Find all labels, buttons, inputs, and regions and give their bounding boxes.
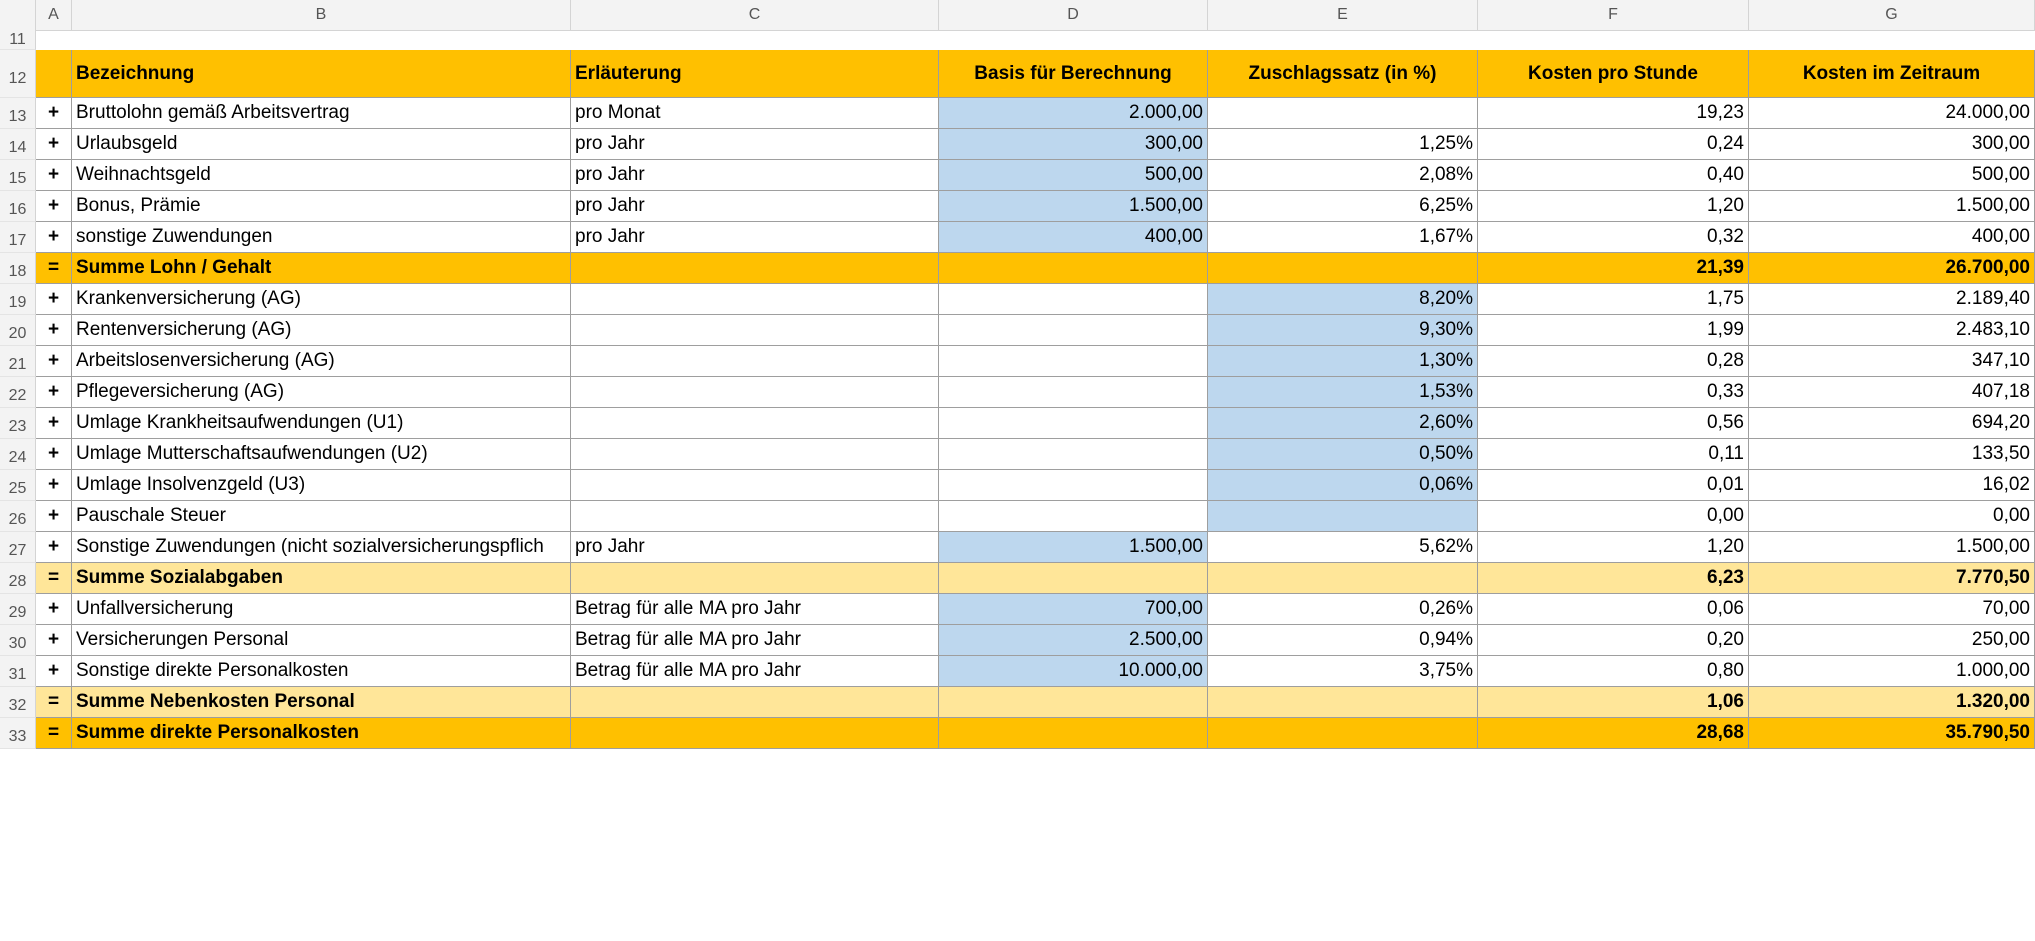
cell-f[interactable]: 0,01 bbox=[1478, 470, 1749, 501]
table-row bbox=[36, 625, 2035, 656]
cell-g[interactable]: 26.700,00 bbox=[1749, 253, 2035, 284]
cell-d[interactable] bbox=[939, 377, 1208, 408]
cell-a[interactable]: + bbox=[36, 129, 72, 160]
header-zuschlagssatz[interactable]: Zuschlagssatz (in %) bbox=[1208, 50, 1478, 98]
table-row bbox=[36, 501, 2035, 532]
cell-a[interactable]: + bbox=[36, 191, 72, 222]
cell-a[interactable]: + bbox=[36, 160, 72, 191]
cell-d[interactable] bbox=[939, 315, 1208, 346]
table-row bbox=[36, 98, 2035, 129]
cell-f[interactable]: 6,23 bbox=[1478, 563, 1749, 594]
column-header-b[interactable]: B bbox=[72, 0, 571, 30]
cell-f[interactable]: 1,06 bbox=[1478, 687, 1749, 718]
cell-d[interactable] bbox=[939, 563, 1208, 594]
cell-f[interactable]: 0,33 bbox=[1478, 377, 1749, 408]
cell-a[interactable]: + bbox=[36, 315, 72, 346]
row-number-27[interactable]: 27 bbox=[0, 532, 36, 563]
table-row bbox=[36, 222, 2035, 253]
cell-c[interactable]: pro Monat bbox=[571, 98, 939, 129]
cell-f[interactable]: 0,80 bbox=[1478, 656, 1749, 687]
cell-b[interactable]: Umlage Insolvenzgeld (U3) bbox=[72, 470, 571, 501]
cell-a[interactable]: = bbox=[36, 253, 72, 284]
cell-a[interactable]: + bbox=[36, 625, 72, 656]
cell-c[interactable] bbox=[571, 563, 939, 594]
table-row bbox=[36, 470, 2035, 501]
cell-e[interactable] bbox=[1208, 253, 1478, 284]
cell-b[interactable]: Rentenversicherung (AG) bbox=[72, 315, 571, 346]
cell-c[interactable] bbox=[571, 687, 939, 718]
cell-d[interactable] bbox=[939, 408, 1208, 439]
cell-b[interactable]: Sonstige Zuwendungen (nicht sozialversicherungspflich bbox=[72, 532, 571, 563]
row-number-15[interactable]: 15 bbox=[0, 160, 36, 191]
row-number-13[interactable]: 13 bbox=[0, 98, 36, 129]
cell-a[interactable]: = bbox=[36, 718, 72, 749]
cell-c[interactable] bbox=[571, 408, 939, 439]
cell-c[interactable] bbox=[571, 718, 939, 749]
cell-g[interactable]: 694,20 bbox=[1749, 408, 2035, 439]
select-all-corner[interactable] bbox=[0, 0, 36, 30]
cell-g[interactable]: 2.483,10 bbox=[1749, 315, 2035, 346]
cell-e[interactable]: 0,26% bbox=[1208, 594, 1478, 625]
table-row bbox=[36, 656, 2035, 687]
table-row bbox=[36, 346, 2035, 377]
header-bezeichnung[interactable]: Bezeichnung bbox=[72, 50, 571, 98]
cell-c[interactable] bbox=[571, 377, 939, 408]
row-number-14[interactable]: 14 bbox=[0, 129, 36, 160]
cell-b[interactable]: Bruttolohn gemäß Arbeitsvertrag bbox=[72, 98, 571, 129]
cell-g[interactable]: 133,50 bbox=[1749, 439, 2035, 470]
cell-g[interactable]: 1.000,00 bbox=[1749, 656, 2035, 687]
cell-d[interactable]: 10.000,00 bbox=[939, 656, 1208, 687]
cell-e[interactable]: 5,62% bbox=[1208, 532, 1478, 563]
row-number-32[interactable]: 32 bbox=[0, 687, 36, 718]
cell-f[interactable]: 0,00 bbox=[1478, 501, 1749, 532]
cell-f[interactable]: 0,32 bbox=[1478, 222, 1749, 253]
cell-c[interactable] bbox=[571, 284, 939, 315]
cell-b[interactable]: Unfallversicherung bbox=[72, 594, 571, 625]
row-number-22[interactable]: 22 bbox=[0, 377, 36, 408]
cell-d[interactable] bbox=[939, 501, 1208, 532]
cell-g[interactable]: 300,00 bbox=[1749, 129, 2035, 160]
column-header-g[interactable]: G bbox=[1749, 0, 2035, 30]
cell-g[interactable]: 35.790,50 bbox=[1749, 718, 2035, 749]
column-header-a[interactable]: A bbox=[36, 0, 72, 30]
cell-d[interactable] bbox=[939, 718, 1208, 749]
cell-e[interactable]: 1,25% bbox=[1208, 129, 1478, 160]
cell-f[interactable]: 0,11 bbox=[1478, 439, 1749, 470]
cell-c[interactable]: Betrag für alle MA pro Jahr bbox=[571, 594, 939, 625]
row-number-26[interactable]: 26 bbox=[0, 501, 36, 532]
cell-f[interactable]: 0,28 bbox=[1478, 346, 1749, 377]
header-cell-a[interactable] bbox=[36, 50, 72, 98]
column-header-f[interactable]: F bbox=[1478, 0, 1749, 30]
header-kosten-pro-stunde[interactable]: Kosten pro Stunde bbox=[1478, 50, 1749, 98]
cell-b[interactable]: Arbeitslosenversicherung (AG) bbox=[72, 346, 571, 377]
column-header-bar bbox=[0, 0, 2035, 31]
header-kosten-im-zeitraum[interactable]: Kosten im Zeitraum bbox=[1749, 50, 2035, 98]
cell-b[interactable]: Bonus, Prämie bbox=[72, 191, 571, 222]
cell-f[interactable]: 0,20 bbox=[1478, 625, 1749, 656]
cell-e[interactable]: 2,08% bbox=[1208, 160, 1478, 191]
cell-g[interactable]: 407,18 bbox=[1749, 377, 2035, 408]
cell-a[interactable]: + bbox=[36, 284, 72, 315]
cell-e[interactable] bbox=[1208, 563, 1478, 594]
row-number-12[interactable]: 12 bbox=[0, 50, 36, 98]
column-header-e[interactable]: E bbox=[1208, 0, 1478, 30]
cell-c[interactable]: pro Jahr bbox=[571, 222, 939, 253]
cell-g[interactable]: 1.500,00 bbox=[1749, 191, 2035, 222]
cell-a[interactable]: = bbox=[36, 687, 72, 718]
cell-f[interactable]: 0,06 bbox=[1478, 594, 1749, 625]
cell-e[interactable]: 8,20% bbox=[1208, 284, 1478, 315]
cell-g[interactable]: 500,00 bbox=[1749, 160, 2035, 191]
cell-g[interactable]: 16,02 bbox=[1749, 470, 2035, 501]
row-number-17[interactable]: 17 bbox=[0, 222, 36, 253]
cell-g[interactable]: 0,00 bbox=[1749, 501, 2035, 532]
cell-f[interactable]: 19,23 bbox=[1478, 98, 1749, 129]
cell-a[interactable]: + bbox=[36, 532, 72, 563]
cell-g[interactable]: 400,00 bbox=[1749, 222, 2035, 253]
row-number-31[interactable]: 31 bbox=[0, 656, 36, 687]
column-header-d[interactable]: D bbox=[939, 0, 1208, 30]
cell-a[interactable]: + bbox=[36, 594, 72, 625]
cell-a[interactable]: + bbox=[36, 656, 72, 687]
cell-a[interactable]: = bbox=[36, 563, 72, 594]
cell-b[interactable]: Versicherungen Personal bbox=[72, 625, 571, 656]
table-row bbox=[36, 408, 2035, 439]
cell-e[interactable]: 1,53% bbox=[1208, 377, 1478, 408]
table-row bbox=[36, 160, 2035, 191]
cell-f[interactable]: 0,40 bbox=[1478, 160, 1749, 191]
row-number-11[interactable]: 11 bbox=[0, 30, 36, 50]
cell-c[interactable]: pro Jahr bbox=[571, 191, 939, 222]
cell-b[interactable]: Sonstige direkte Personalkosten bbox=[72, 656, 571, 687]
row-number-29[interactable]: 29 bbox=[0, 594, 36, 625]
cell-c[interactable]: Betrag für alle MA pro Jahr bbox=[571, 625, 939, 656]
cell-f[interactable]: 0,24 bbox=[1478, 129, 1749, 160]
header-erlaeuterung[interactable]: Erläuterung bbox=[571, 50, 939, 98]
cell-f[interactable]: 28,68 bbox=[1478, 718, 1749, 749]
cell-d[interactable] bbox=[939, 687, 1208, 718]
subtotal-row bbox=[36, 718, 2035, 749]
cell-b[interactable]: Urlaubsgeld bbox=[72, 129, 571, 160]
cell-c[interactable]: pro Jahr bbox=[571, 129, 939, 160]
cell-a[interactable]: + bbox=[36, 439, 72, 470]
cell-g[interactable]: 1.320,00 bbox=[1749, 687, 2035, 718]
table-row bbox=[36, 594, 2035, 625]
cell-g[interactable]: 24.000,00 bbox=[1749, 98, 2035, 129]
cell-a[interactable]: + bbox=[36, 470, 72, 501]
subtotal-row bbox=[36, 687, 2035, 718]
cell-a[interactable]: + bbox=[36, 377, 72, 408]
cell-b[interactable]: Pflegeversicherung (AG) bbox=[72, 377, 571, 408]
cell-a[interactable]: + bbox=[36, 501, 72, 532]
cell-f[interactable]: 21,39 bbox=[1478, 253, 1749, 284]
cell-b[interactable]: Pauschale Steuer bbox=[72, 501, 571, 532]
cell-g[interactable]: 70,00 bbox=[1749, 594, 2035, 625]
table-row bbox=[36, 191, 2035, 222]
cell-a[interactable]: + bbox=[36, 222, 72, 253]
cell-g[interactable]: 7.770,50 bbox=[1749, 563, 2035, 594]
row-number-30[interactable]: 30 bbox=[0, 625, 36, 656]
cell-c[interactable]: pro Jahr bbox=[571, 532, 939, 563]
cell-c[interactable] bbox=[571, 470, 939, 501]
table-row bbox=[36, 284, 2035, 315]
cell-e[interactable] bbox=[1208, 98, 1478, 129]
cell-b[interactable]: Weihnachtsgeld bbox=[72, 160, 571, 191]
cell-d[interactable]: 1.500,00 bbox=[939, 191, 1208, 222]
row-number-20[interactable]: 20 bbox=[0, 315, 36, 346]
cell-e[interactable]: 0,06% bbox=[1208, 470, 1478, 501]
cell-g[interactable]: 2.189,40 bbox=[1749, 284, 2035, 315]
cell-c[interactable]: pro Jahr bbox=[571, 160, 939, 191]
cell-d[interactable]: 2.500,00 bbox=[939, 625, 1208, 656]
table-row bbox=[36, 532, 2035, 563]
cell-b[interactable]: Summe direkte Personalkosten bbox=[72, 718, 571, 749]
header-basis[interactable]: Basis für Berechnung bbox=[939, 50, 1208, 98]
cell-d[interactable]: 400,00 bbox=[939, 222, 1208, 253]
cell-f[interactable]: 1,20 bbox=[1478, 191, 1749, 222]
row-number-21[interactable]: 21 bbox=[0, 346, 36, 377]
cell-d[interactable]: 300,00 bbox=[939, 129, 1208, 160]
cell-a[interactable]: + bbox=[36, 408, 72, 439]
cell-e[interactable] bbox=[1208, 501, 1478, 532]
subtotal-row bbox=[36, 253, 2035, 284]
cell-e[interactable] bbox=[1208, 687, 1478, 718]
cell-b[interactable]: Umlage Mutterschaftsaufwendungen (U2) bbox=[72, 439, 571, 470]
row-number-16[interactable]: 16 bbox=[0, 191, 36, 222]
cell-g[interactable]: 1.500,00 bbox=[1749, 532, 2035, 563]
row-number-24[interactable]: 24 bbox=[0, 439, 36, 470]
cell-c[interactable] bbox=[571, 439, 939, 470]
cell-e[interactable]: 1,30% bbox=[1208, 346, 1478, 377]
cell-b[interactable]: Summe Lohn / Gehalt bbox=[72, 253, 571, 284]
cell-d[interactable]: 2.000,00 bbox=[939, 98, 1208, 129]
cell-g[interactable]: 347,10 bbox=[1749, 346, 2035, 377]
cell-d[interactable]: 500,00 bbox=[939, 160, 1208, 191]
cell-d[interactable] bbox=[939, 253, 1208, 284]
cell-f[interactable]: 1,99 bbox=[1478, 315, 1749, 346]
cell-d[interactable]: 1.500,00 bbox=[939, 532, 1208, 563]
table-row bbox=[36, 377, 2035, 408]
cell-b[interactable]: sonstige Zuwendungen bbox=[72, 222, 571, 253]
cell-c[interactable] bbox=[571, 501, 939, 532]
cell-e[interactable]: 3,75% bbox=[1208, 656, 1478, 687]
cell-c[interactable] bbox=[571, 315, 939, 346]
cell-e[interactable]: 0,94% bbox=[1208, 625, 1478, 656]
table-header-row bbox=[36, 50, 2035, 98]
cell-a[interactable]: + bbox=[36, 98, 72, 129]
row-number-23[interactable]: 23 bbox=[0, 408, 36, 439]
cell-b[interactable]: Summe Nebenkosten Personal bbox=[72, 687, 571, 718]
cell-g[interactable]: 250,00 bbox=[1749, 625, 2035, 656]
cell-d[interactable]: 700,00 bbox=[939, 594, 1208, 625]
row-number-33[interactable]: 33 bbox=[0, 718, 36, 749]
table-row bbox=[36, 129, 2035, 160]
cell-d[interactable] bbox=[939, 284, 1208, 315]
cell-e[interactable]: 1,67% bbox=[1208, 222, 1478, 253]
spreadsheet-row-11 bbox=[36, 30, 2035, 50]
cell-e[interactable]: 0,50% bbox=[1208, 439, 1478, 470]
cell-e[interactable]: 6,25% bbox=[1208, 191, 1478, 222]
row-number-18[interactable]: 18 bbox=[0, 253, 36, 284]
row-number-19[interactable]: 19 bbox=[0, 284, 36, 315]
column-header-c[interactable]: C bbox=[571, 0, 939, 30]
cell-e[interactable]: 9,30% bbox=[1208, 315, 1478, 346]
cell-f[interactable]: 1,75 bbox=[1478, 284, 1749, 315]
cell-c[interactable]: Betrag für alle MA pro Jahr bbox=[571, 656, 939, 687]
cell-c[interactable] bbox=[571, 346, 939, 377]
row-number-28[interactable]: 28 bbox=[0, 563, 36, 594]
cell-a[interactable]: + bbox=[36, 346, 72, 377]
cell-d[interactable] bbox=[939, 439, 1208, 470]
cell-b[interactable]: Krankenversicherung (AG) bbox=[72, 284, 571, 315]
cell-f[interactable]: 0,56 bbox=[1478, 408, 1749, 439]
cell-c[interactable] bbox=[571, 253, 939, 284]
row-number-25[interactable]: 25 bbox=[0, 470, 36, 501]
cell-e[interactable]: 2,60% bbox=[1208, 408, 1478, 439]
subtotal-row bbox=[36, 563, 2035, 594]
cell-d[interactable] bbox=[939, 346, 1208, 377]
cell-b[interactable]: Umlage Krankheitsaufwendungen (U1) bbox=[72, 408, 571, 439]
table-row bbox=[36, 439, 2035, 470]
cell-f[interactable]: 1,20 bbox=[1478, 532, 1749, 563]
cell-e[interactable] bbox=[1208, 718, 1478, 749]
cell-d[interactable] bbox=[939, 470, 1208, 501]
cell-b[interactable]: Summe Sozialabgaben bbox=[72, 563, 571, 594]
table-row bbox=[36, 315, 2035, 346]
